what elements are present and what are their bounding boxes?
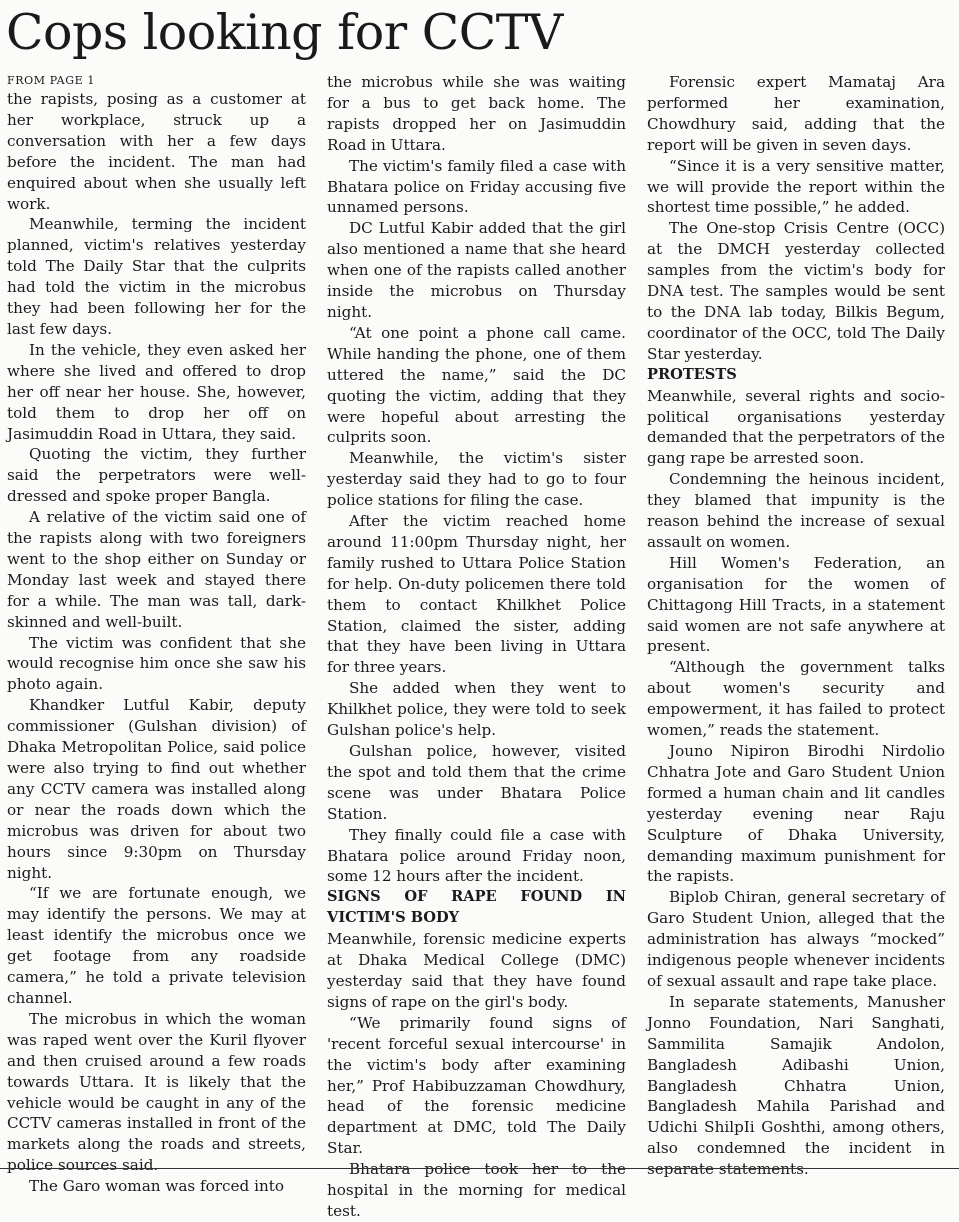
article-column-3 [647, 72, 945, 1179]
paragraph: Jouno Nipiron Birodhi Nirdolio Chhatra Jote and Garo Student Union formed a human chain and lit candles yesterday evening near Raju Sculpture of Dhaka University, demanding maximum punishment for the rapists. [647, 742, 945, 886]
subhead-protests: PROTESTS [647, 365, 737, 383]
paragraph: She added when they went to Khilkhet police, they were told to seek Gulshan police's help. [327, 679, 626, 740]
paragraph: After the victim reached home around 11:00pm Thursday night, her family rushed to Uttara Police Station for help. On-duty policemen there told them to contact Khilkhet Police Station, claimed the sister, adding that they have been living in Uttara for three years. [327, 512, 626, 677]
paragraph: Meanwhile, the victim's sister yesterday said they had to go to four police stations for filing the case. [327, 449, 626, 510]
paragraph: Hill Women's Federation, an organisation for the women of Chittagong Hill Tracts, in a statement said women are not safe anywhere at present. [647, 553, 945, 656]
paragraph: “Although the government talks about women's security and empowerment, it has failed to protect women,” reads the statement. [647, 658, 945, 740]
paragraph: In the vehicle, they even asked her where she lived and offered to drop her off near her house. She, however, told them to drop her off on Jasimuddin Road in Uttara, they said. [7, 340, 306, 443]
paragraph: Condemning the heinous incident, they blamed that impunity is the reason behind the increase of sexual assault on women. [647, 470, 945, 551]
paragraph: Khandker Lutful Kabir, deputy commissioner (Gulshan division) of Dhaka Metropolitan Police, said police were also trying to find out whether any CCTV camera was installed along or near the roads down which the microbus was driven for about two hours since 9:30pm on Thursday night. [7, 696, 306, 882]
article-column-1 [7, 72, 306, 1196]
paragraph: the rapists, posing as a customer at her workplace, struck up a conversation with her a few days before the incident. The man had enquired about when she usually left work. [7, 90, 306, 213]
paragraph: Meanwhile, forensic medicine experts at Dhaka Medical College (DMC) yesterday said that they have found signs of rape on the girl's body. [327, 930, 626, 1011]
headline: Cops looking for CCTV [6, 4, 563, 61]
paragraph: “If we are fortunate enough, we may identify the persons. We may at least identify the microbus once we get footage from any roadside camera,” he told a private television channel. [7, 884, 306, 1007]
paragraph: The microbus in which the woman was raped went over the Kuril flyover and then cruised around a few roads towards Uttara. It is likely that the vehicle would be caught in any of the CCTV cameras installed in front of the markets along the roads and streets, police sources said. [7, 1009, 306, 1175]
paragraph: “At one point a phone call came. While handing the phone, one of them uttered the name,” said the DC quoting the victim, adding that they were hopeful about arresting the culprits soon. [327, 323, 626, 447]
paragraph: Gulshan police, however, visited the spot and told them that the crime scene was under Bhatara Police Station. [327, 742, 626, 823]
bottom-rule [0, 1168, 959, 1169]
paragraph: DC Lutful Kabir added that the girl also mentioned a name that she heard when one of the rapists called another inside the microbus on Thursday night. [327, 219, 626, 321]
continuation-kicker: FROM PAGE 1 [7, 74, 95, 87]
paragraph: In separate statements, Manusher Jonno Foundation, Nari Sanghati, Sammilita Samajik Andolon, Bangladesh Adibashi Union, Bangladesh Chhatra Union, Bangladesh Mahila Parishad and Udichi ShilpIi Goshthi, among others, also condemned the incident in separate statements. [647, 992, 945, 1179]
paragraph: The One-stop Crisis Centre (OCC) at the DMCH yesterday collected samples from the victim's body for DNA test. The samples would be sent to the DNA lab today, Bilkis Begum, coordinator of the OCC, told The Daily Star yesterday. [647, 219, 945, 363]
paragraph: The Garo woman was forced into [29, 1177, 284, 1196]
paragraph: Bhatara police took her to the hospital in the morning for medical test. [327, 1160, 626, 1220]
paragraph: They finally could file a case with Bhatara police around Friday noon, some 12 hours after the incident. [327, 825, 626, 886]
article-column-2 [327, 72, 626, 1220]
paragraph: the microbus while she was waiting for a bus to get back home. The rapists dropped her on Jasimuddin Road in Uttara. [327, 73, 626, 154]
paragraph: “Since it is a very sensitive matter, we will provide the report within the shortest time possible,” he added. [647, 156, 945, 217]
paragraph: The victim was confident that she would recognise him once she saw his photo again. [7, 633, 306, 694]
paragraph: Forensic expert Mamataj Ara performed her examination, Chowdhury said, adding that the report will be given in seven days. [647, 73, 945, 154]
paragraph: Meanwhile, several rights and socio-political organisations yesterday demanded that the perpetrators of the gang rape be arrested soon. [647, 386, 945, 468]
paragraph: Biplob Chiran, general secretary of Garo Student Union, alleged that the administration has always “mocked” indigenous people whenever incidents of sexual assault and rape take place. [647, 888, 945, 990]
paragraph: “We primarily found signs of 'recent forceful sexual intercourse' in the victim's body after examining her,” Prof Habibuzzaman Chowdhury, head of the forensic medicine department at DMC, told The Daily Star. [327, 1013, 626, 1158]
paragraph: The victim's family filed a case with Bhatara police on Friday accusing five unnamed persons. [327, 156, 626, 217]
paragraph: Meanwhile, terming the incident planned, victim's relatives yesterday told The Daily Star that the culprits had told the victim in the microbus they had been following her for the last few days. [7, 215, 306, 338]
paragraph: Quoting the victim, they further said the perpetrators were well-dressed and spoke proper Bangla. [7, 445, 306, 506]
subhead-signs-of-rape: SIGNS OF RAPE FOUND IN VICTIM'S BODY [327, 888, 626, 927]
paragraph: A relative of the victim said one of the rapists along with two foreigners went to the shop either on Sunday or Monday last week and stayed there for a while. The man was tall, dark-skinned and well-built. [7, 508, 306, 631]
